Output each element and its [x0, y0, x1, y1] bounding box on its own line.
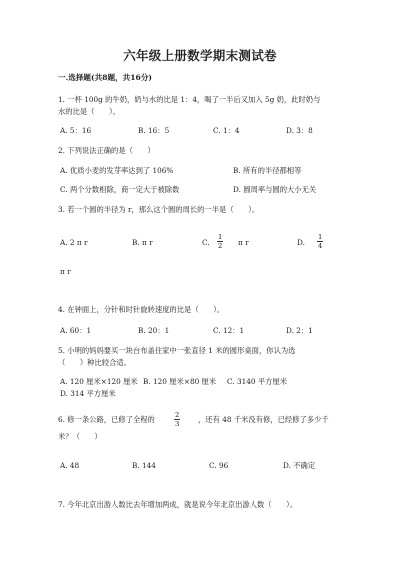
- question-5-stem-line1: 5. 小明的妈妈要买一块台布盖住家中一张直径 1 米的圆形桌面，你认为选: [58, 346, 296, 355]
- fraction-numerator: 2: [175, 411, 180, 419]
- question-7-stem: 7. 今年北京出游人数比去年增加两成，就是说今年北京出游人数（ ）。: [58, 500, 298, 509]
- question-4-option-c: C. 12：1: [213, 326, 245, 335]
- question-2-option-a: A. 优质小麦的发芽率达到了 106%: [60, 166, 174, 175]
- question-2-option-b: B. 所有的半径都相等: [233, 166, 302, 175]
- question-1-stem-line2: 水的比是（ ）。: [58, 107, 121, 116]
- question-5-option-b: B. 120 厘米×80 厘米: [143, 377, 217, 386]
- question-5-stem-line2: （ ）种比较合适。: [58, 358, 131, 367]
- question-2-option-d: D. 圆周率与圆的大小无关: [233, 185, 317, 194]
- question-1-option-c: C. 1：4: [213, 126, 240, 135]
- question-2-option-c: C. 两个分数相除，商一定大于被除数: [60, 185, 180, 194]
- question-6-stem-prefix: 6. 修一条公路，已修了全程的: [58, 415, 155, 424]
- question-4-option-b: B. 20：1: [138, 326, 170, 335]
- question-4-stem: 4. 在钟面上，分针和时针旋转速度的比是（ ）。: [58, 305, 225, 314]
- question-6-option-c: C. 96: [209, 461, 229, 470]
- question-2-stem: 2. 下列说法正确的是（ ）: [58, 146, 155, 155]
- question-3-option-d-continuation: π r: [60, 267, 71, 276]
- question-6-option-d: D. 不确定: [283, 461, 316, 470]
- question-3-option-c-fraction: [217, 231, 223, 250]
- question-6-option-b: B. 144: [132, 461, 156, 470]
- question-1-option-d: D. 3：8: [286, 126, 313, 135]
- question-3-option-c-label: C.: [202, 238, 210, 247]
- question-3-option-b: B. π r: [132, 238, 153, 247]
- question-1-option-a: A. 5：16: [60, 126, 92, 135]
- question-4-option-a: A. 60：1: [60, 326, 92, 335]
- question-1-stem-line1: 1. 一杯 100g 的牛奶，奶与水的比是 1：4，喝了一半后又加入 5g 奶，此时奶与: [58, 95, 321, 104]
- fraction-numerator: 1: [318, 233, 323, 241]
- question-1-option-b: B. 16：5: [138, 126, 170, 135]
- fraction-denominator: 3: [175, 420, 180, 428]
- question-6-stem-line2: 米？（ ）: [58, 432, 102, 441]
- question-6-stem-suffix: ，还有 48 千米没有修，已经修了多少千: [198, 415, 329, 424]
- page-title: 六年级上册数学期末测试卷: [123, 48, 277, 63]
- question-3-option-d-label: D.: [297, 238, 305, 247]
- question-6-option-a: A. 48: [60, 461, 80, 470]
- question-3-option-d-fraction: [317, 231, 323, 250]
- question-5-option-a: A. 120 厘米×120 厘米: [60, 377, 138, 386]
- question-3-option-a: A. 2 π r: [60, 238, 88, 247]
- question-3-stem: 3. 若一个圆的半径为 r，那么这个圆的周长的一半是（ ）。: [58, 205, 260, 214]
- fraction-denominator: 4: [318, 242, 323, 250]
- fraction-denominator: 2: [218, 242, 223, 250]
- question-3-option-c-suffix: π r: [238, 238, 249, 247]
- question-5-option-d: D. 314 平方厘米: [60, 389, 116, 398]
- section-heading: 一.选择题(共8题，共16分): [58, 73, 153, 82]
- question-6-fraction: [174, 409, 180, 428]
- question-5-option-c: C. 3140 平方厘米: [227, 377, 288, 386]
- fraction-numerator: 1: [218, 233, 223, 241]
- question-4-option-d: D. 2：1: [286, 326, 313, 335]
